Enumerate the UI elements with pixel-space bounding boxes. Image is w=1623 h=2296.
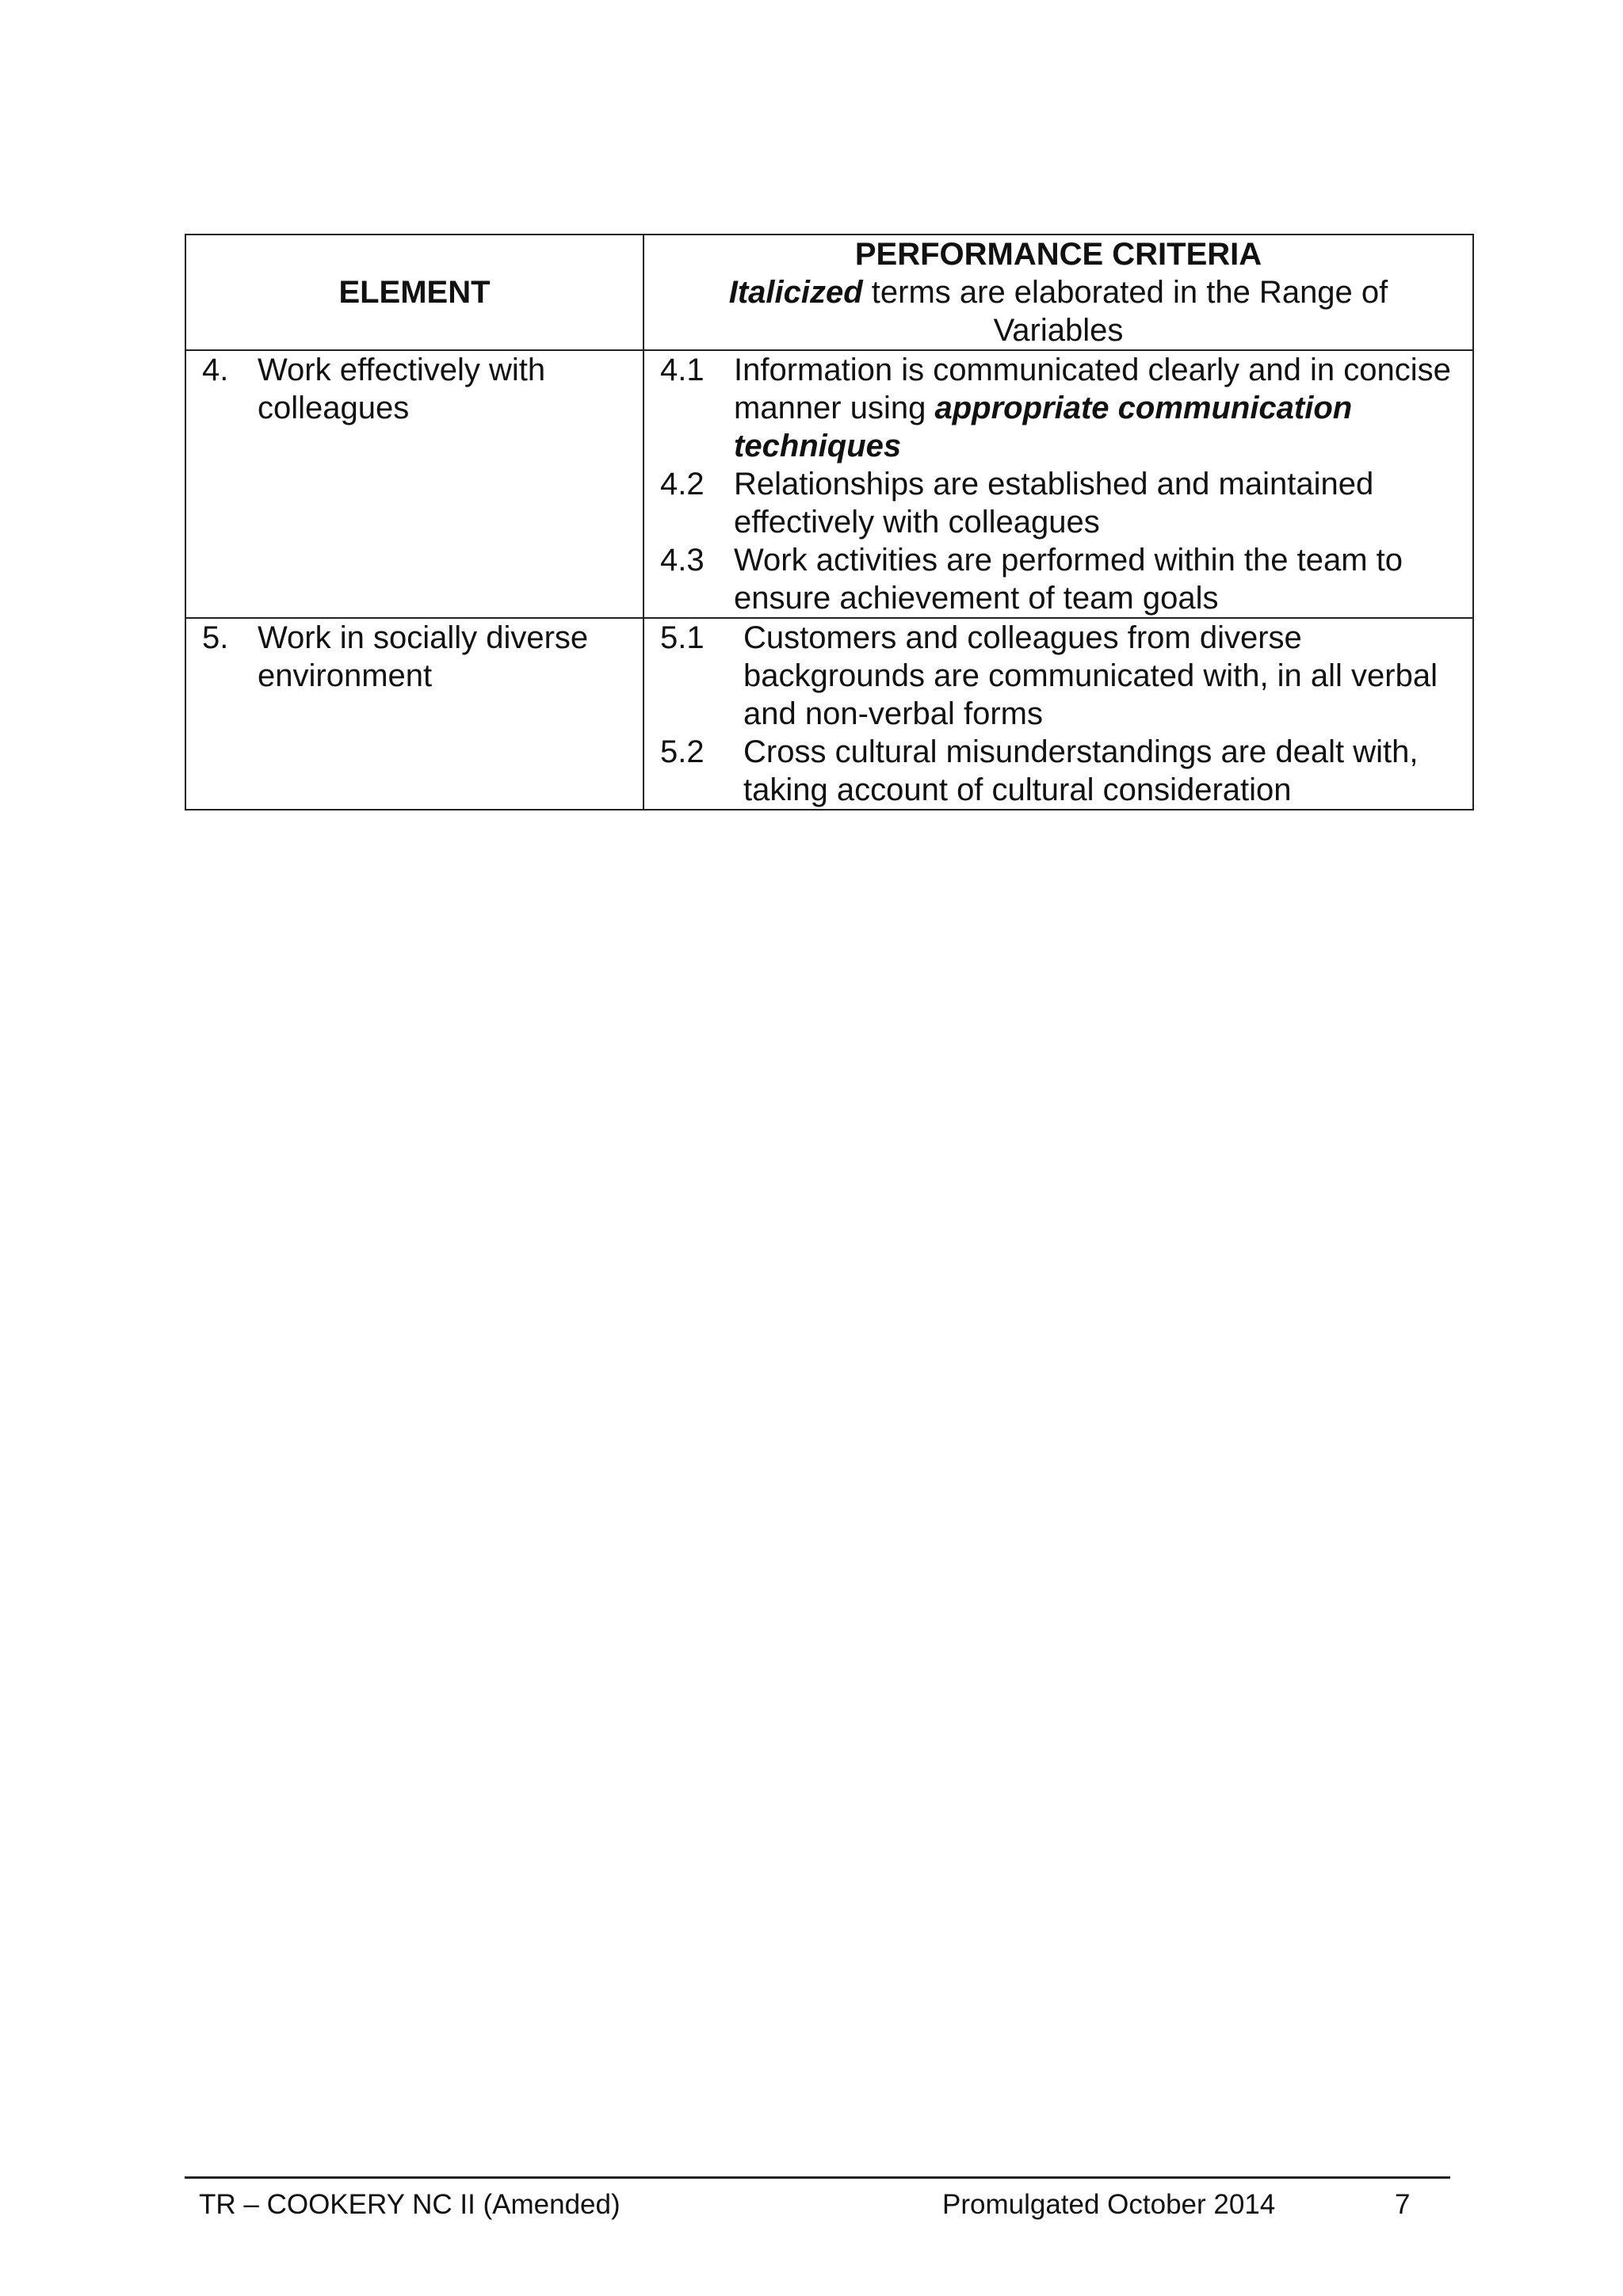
footer-document-title: TR – COOKERY NC II (Amended) [199,2189,621,2220]
criteria-number: 5.1 [660,620,705,655]
criteria-item [657,619,1460,733]
element-text: Work effectively with colleagues [258,353,546,425]
criteria-cell [643,618,1473,810]
criteria-text: Customers and colleagues from diverse backgrounds are communicated with, in all verbal and non-verbal forms [743,620,1438,731]
criteria-text: Relationships are established and maintained effectively with colleagues [734,467,1374,540]
page-number: 7 [1395,2189,1411,2220]
criteria-text: Work activities are performed within the team to ensure achievement of team goals [734,543,1403,616]
criteria-header-note [660,273,1457,349]
performance-criteria-table [185,234,1474,810]
element-header-label: ELEMENT [338,275,491,310]
criteria-text: Cross cultural misunderstandings are dealt with, taking account of cultural consideration [743,734,1419,807]
element-item [199,351,630,427]
criteria-item [657,465,1460,541]
criteria-plain-text: Information is communicated clearly and in concise manner using [734,353,1451,425]
criteria-item [657,541,1460,617]
criteria-number: 4.3 [660,543,705,578]
criteria-cell [643,350,1473,618]
criteria-column-header [643,235,1473,350]
element-item [199,619,630,695]
criteria-number: 4.2 [660,467,705,502]
footer-promulgation-date: Promulgated October 2014 [942,2189,1276,2220]
footer-divider [185,2176,1450,2179]
criteria-item [657,351,1460,465]
criteria-number: 5.2 [660,734,705,769]
element-number: 4. [202,353,229,387]
criteria-emphasis-text: appropriate communication techniques [734,391,1353,463]
table-header-row [185,235,1473,350]
criteria-header-title: PERFORMANCE CRITERIA [854,237,1262,272]
element-number: 5. [202,620,229,655]
criteria-header-emphasis: Italicized [728,275,863,310]
element-text: Work in socially diverse environment [258,620,589,693]
table-row [185,618,1473,810]
table-row [185,350,1473,618]
element-column-header [185,235,643,350]
criteria-item [657,733,1460,809]
criteria-text [734,351,1460,465]
element-cell [185,350,643,618]
element-cell [185,618,643,810]
criteria-number: 4.1 [660,353,705,387]
criteria-header-note-text: terms are elaborated in the Range of Variables [862,275,1388,348]
